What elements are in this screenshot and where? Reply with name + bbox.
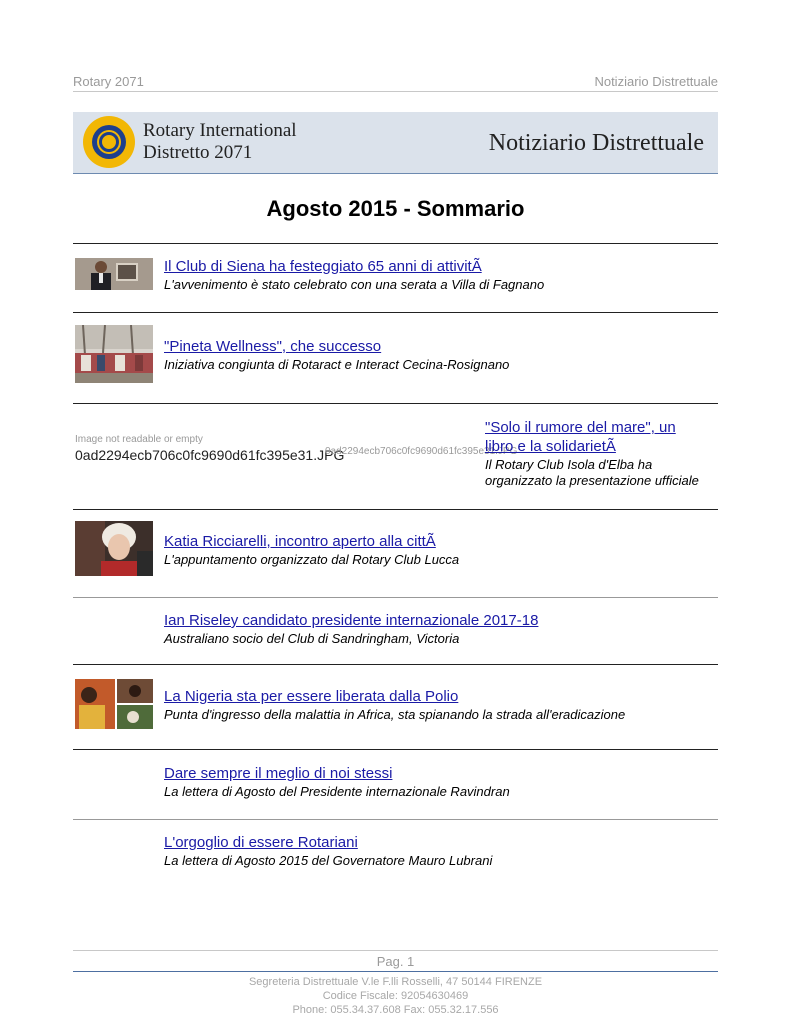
- article-item: [73, 243, 718, 313]
- article-subtitle: La lettera di Agosto 2015 del Governatore Mauro Lubrani: [164, 853, 493, 868]
- article-text: [164, 611, 538, 647]
- article-link[interactable]: Il Club di Siena ha festeggiato 65 anni di attivitÃ: [164, 258, 482, 275]
- article-text: [485, 418, 720, 489]
- article-item: [73, 819, 718, 900]
- article-subtitle: L'appuntamento organizzato dal Rotary Club Lucca: [164, 552, 460, 567]
- organization-name: [143, 120, 297, 164]
- footer-phone: Phone: 055.34.37.608 Fax: 055.32.17.556: [292, 1004, 499, 1016]
- running-header-right: Notiziario Distrettuale: [594, 74, 718, 89]
- footer-contact: [73, 975, 718, 1017]
- page-number: Pag. 1: [73, 950, 718, 969]
- article-item: [73, 403, 718, 510]
- article-text: [164, 532, 459, 568]
- article-text: [164, 833, 492, 869]
- rotary-wheel-icon: [83, 116, 135, 168]
- masthead-banner: [73, 112, 718, 174]
- article-link[interactable]: L'orgoglio di essere Rotariani: [164, 834, 358, 851]
- article-item: [73, 597, 718, 665]
- article-subtitle: Il Rotary Club Isola d'Elba ha organizzato la presentazione ufficiale: [485, 457, 699, 488]
- image-placeholder: [75, 434, 518, 463]
- article-item: [73, 312, 718, 404]
- article-subtitle: L'avvenimento è stato celebrato con una serata a Villa di Fagnano: [164, 277, 545, 292]
- article-link[interactable]: Ian Riseley candidato presidente internazionale 2017-18: [164, 612, 539, 629]
- article-subtitle: Iniziativa congiunta di Rotaract e Interact Cecina-Rosignano: [164, 357, 510, 372]
- article-link[interactable]: "Pineta Wellness", che successo: [164, 338, 382, 355]
- article-link[interactable]: La Nigeria sta per essere liberata dalla Polio: [164, 688, 459, 705]
- footer-divider: [73, 971, 718, 972]
- newsletter-brand: Notiziario Distrettuale: [488, 130, 704, 156]
- article-text: [164, 337, 509, 373]
- footer-fiscal-code: Codice Fiscale: 92054630469: [322, 990, 469, 1002]
- image-error-message: Image not readable or empty: [75, 434, 203, 445]
- article-item: [73, 664, 718, 750]
- article-link[interactable]: "Solo il rumore del mare", un libro e la solidarietÃ: [485, 419, 676, 455]
- article-thumbnail[interactable]: [75, 258, 153, 290]
- running-header-left: Rotary 2071: [73, 74, 144, 89]
- article-link[interactable]: Dare sempre il meglio di noi stessi: [164, 765, 393, 782]
- article-text: [164, 764, 510, 800]
- article-subtitle: Punta d'ingresso della malattia in Africa, sta spianando la strada all'eradicazione: [164, 707, 626, 722]
- footer-address: Segreteria Distrettuale V.le F.lli Rosselli, 47 50144 FIRENZE: [248, 976, 543, 988]
- article-thumbnail[interactable]: [75, 325, 153, 383]
- newsletter-page: [73, 0, 718, 1024]
- org-line-1: Rotary International: [143, 120, 297, 141]
- article-text: [164, 257, 544, 293]
- running-header: [73, 74, 718, 92]
- image-filename-faint: 0ad2294ecb706c0fc9690d61fc395e31.JPG: [325, 446, 518, 457]
- article-link[interactable]: Katia Ricciarelli, incontro aperto alla cittÃ: [164, 533, 436, 550]
- page-title: Agosto 2015 - Sommario: [266, 196, 525, 221]
- article-subtitle: Australiano socio del Club di Sandringham, Victoria: [164, 631, 460, 646]
- article-item: [73, 509, 718, 598]
- article-item: [73, 749, 718, 820]
- article-text: [164, 687, 625, 723]
- image-filename: 0ad2294ecb706c0fc9690d61fc395e31.JPG: [75, 447, 345, 463]
- article-thumbnail[interactable]: [75, 521, 153, 576]
- org-line-2: Distretto 2071: [143, 142, 253, 163]
- article-thumbnail[interactable]: [75, 679, 153, 729]
- article-subtitle: La lettera di Agosto del Presidente internazionale Ravindran: [164, 784, 510, 799]
